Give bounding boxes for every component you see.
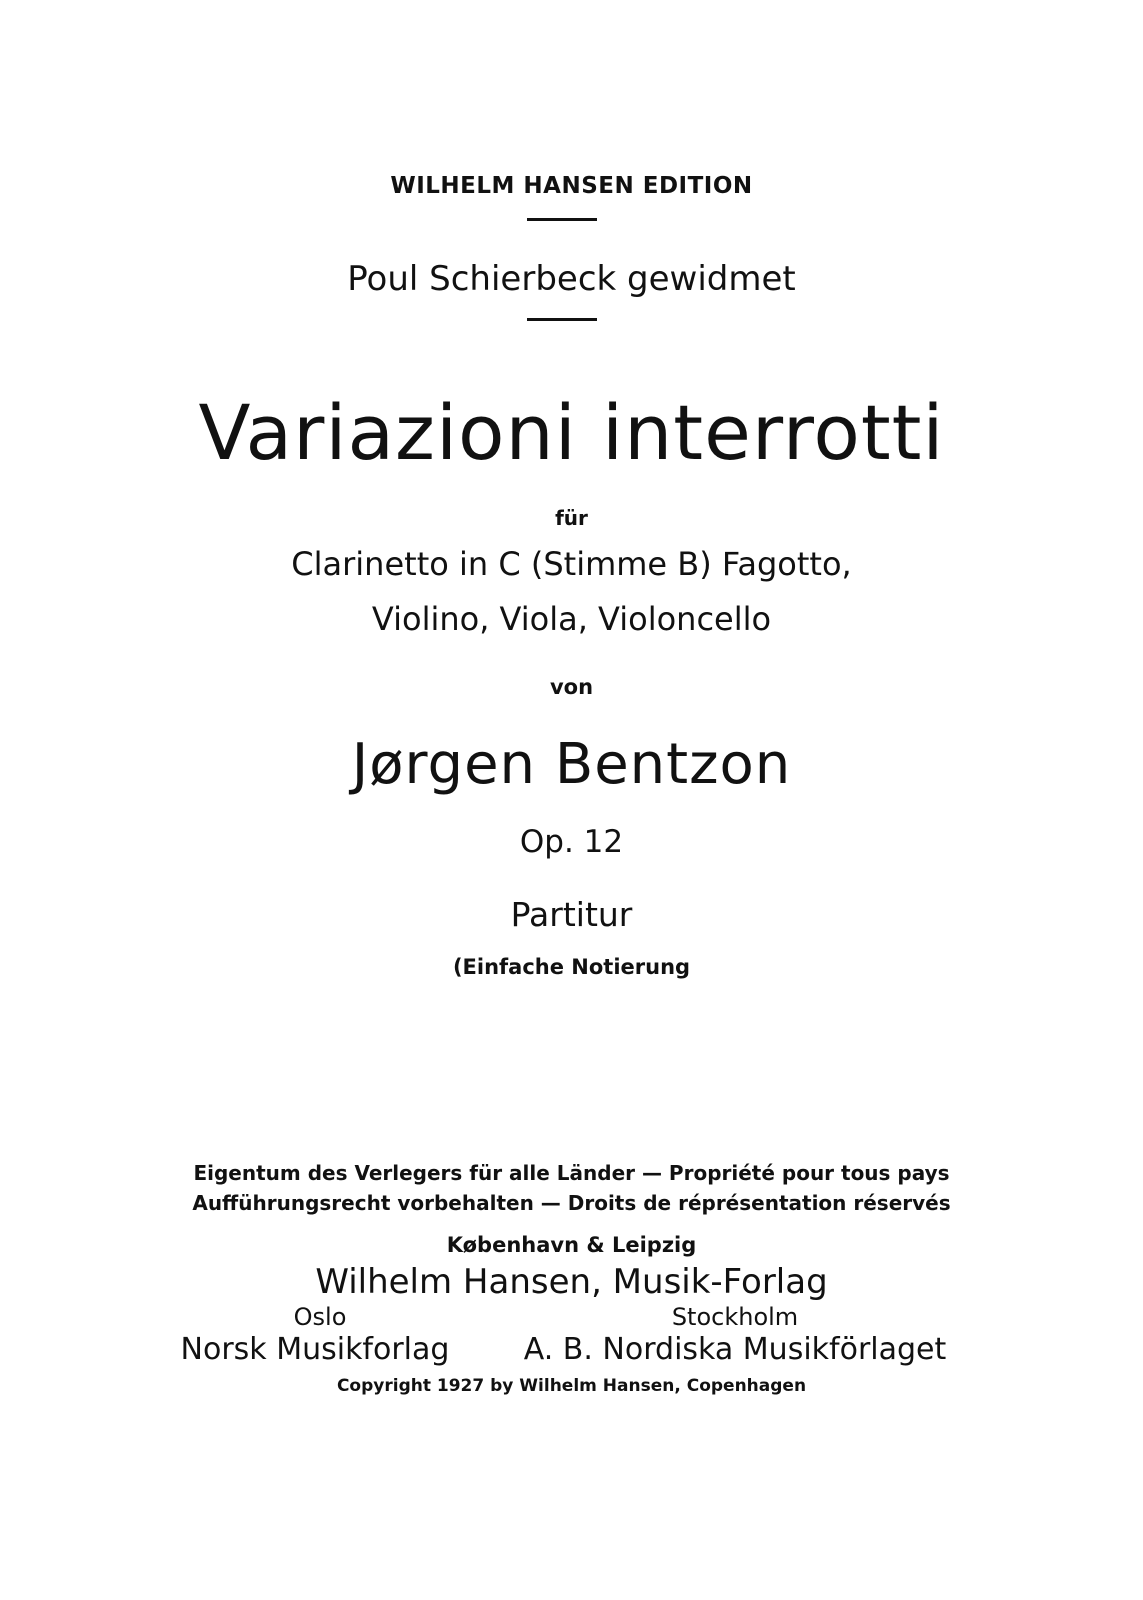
divider-rule [527, 218, 597, 221]
work-title: Variazioni interrotti [198, 388, 945, 477]
city-stockholm: Stockholm [671, 1303, 799, 1331]
divider-rule [527, 318, 597, 321]
dedication: Poul Schierbeck gewidmet [347, 259, 796, 299]
instrumentation-line-2: Violino, Viola, Violoncello [371, 600, 772, 638]
instrumentation-line-1: Clarinetto in C (Stimme B) Fagotto, [291, 545, 852, 583]
rights-line-1: Eigentum des Verlegers für alle Länder — Propriété pour tous pays [193, 1161, 950, 1185]
publisher-name: Wilhelm Hansen, Musik-Forlag [315, 1262, 828, 1302]
city-oslo: Oslo [293, 1303, 347, 1331]
publisher-norsk: Norsk Musikforlag [180, 1332, 450, 1367]
rights-line-2: Aufführungsrecht vorbehalten — Droits de réprésentation réservés [192, 1191, 951, 1215]
by-label: von [549, 675, 594, 699]
score-type: Partitur [510, 895, 633, 934]
publisher-cities: København & Leipzig [446, 1233, 697, 1257]
for-label: für [555, 506, 588, 530]
notation-note: (Einfache Notierung [452, 955, 691, 979]
publisher-nordiska: A. B. Nordiska Musikförlaget [523, 1332, 947, 1367]
edition-label: WILHELM HANSEN EDITION [390, 173, 753, 199]
opus-number: Op. 12 [519, 824, 624, 860]
composer-name: Jørgen Bentzon [351, 732, 792, 797]
copyright-notice: Copyright 1927 by Wilhelm Hansen, Copenhagen [336, 1376, 807, 1396]
